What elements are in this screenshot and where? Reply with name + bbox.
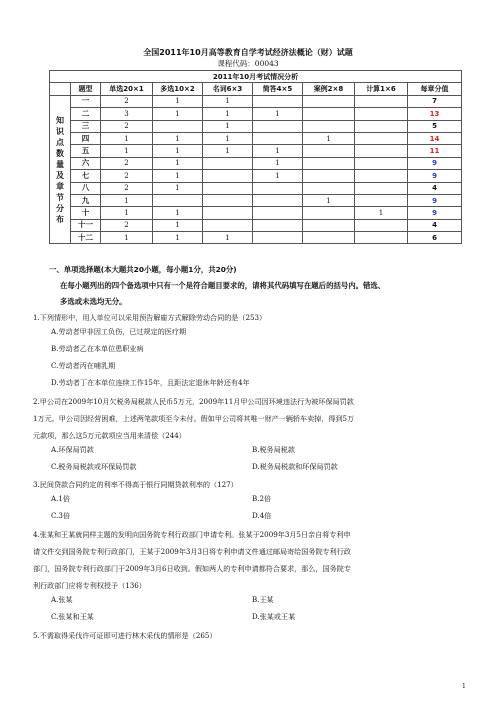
chapter-total: 4 — [408, 182, 462, 194]
section-heading: 一、单项选择题(本大题共20小题，每小题1分，共20分) — [49, 265, 237, 274]
count-cell: 1 — [153, 157, 203, 169]
count-cell — [203, 219, 253, 231]
count-cell — [303, 120, 355, 132]
count-cell: 1 — [153, 182, 203, 194]
table-row — [50, 157, 462, 169]
count-cell — [253, 95, 303, 107]
count-cell — [303, 232, 355, 244]
table-row — [50, 108, 462, 120]
count-cell: 1 — [153, 108, 203, 120]
count-cell: 1 — [101, 145, 153, 157]
count-cell — [153, 194, 203, 206]
count-cell: 2 — [101, 182, 153, 194]
count-cell: 2 — [101, 120, 153, 132]
chapter-cell: 十 — [71, 207, 101, 219]
count-cell: 1 — [355, 207, 408, 219]
q2-option-c: C.税务局税款或环保局罚款 — [51, 462, 137, 471]
chapter-total: 7 — [408, 95, 462, 107]
chapter-total: 11 — [408, 145, 462, 157]
chapter-cell: 九 — [71, 194, 101, 206]
count-cell — [253, 219, 303, 231]
count-cell: 1 — [303, 194, 355, 206]
chapter-cell: 七 — [71, 170, 101, 182]
count-cell: 1 — [153, 232, 203, 244]
count-cell — [303, 145, 355, 157]
q4-stem-line4: 利行政部门应将专利权授予（136） — [33, 581, 146, 590]
chapter-cell: 四 — [71, 132, 101, 144]
q1-option-c: C.劳动者丙在哺乳期 — [51, 361, 116, 370]
count-cell: 1 — [203, 120, 253, 132]
count-cell: 2 — [101, 170, 153, 182]
count-cell: 2 — [101, 219, 153, 231]
count-cell — [203, 157, 253, 169]
chapter-cell: 五 — [71, 145, 101, 157]
count-cell — [253, 194, 303, 206]
count-cell — [355, 132, 408, 144]
count-cell: 1 — [303, 132, 355, 144]
count-cell: 1 — [101, 132, 153, 144]
count-cell — [303, 219, 355, 231]
count-cell: 1 — [253, 145, 303, 157]
table-caption: 2011年10月考试情况分析 — [50, 71, 462, 83]
q1-stem: 1.下列情形中，用人单位可以采用预告解雇方式解除劳动合同的是（253） — [33, 313, 267, 322]
count-cell — [355, 108, 408, 120]
q1-option-a: A.劳动者甲非因工负伤，已过规定的医疗期 — [51, 327, 187, 336]
column-header: 多选10×2 — [153, 83, 203, 95]
table-row — [50, 194, 462, 206]
count-cell: 1 — [153, 170, 203, 182]
count-cell — [355, 145, 408, 157]
side-label-text: 知识点数量及章节分布 — [56, 115, 64, 224]
count-cell: 2 — [101, 157, 153, 169]
count-cell — [303, 95, 355, 107]
count-cell: 1 — [101, 207, 153, 219]
q3-option-c: C.3倍 — [51, 511, 71, 520]
chapter-cell: 十一 — [71, 219, 101, 231]
chapter-cell: 八 — [71, 182, 101, 194]
q4-option-a: A.张某 — [51, 595, 73, 604]
table-row — [50, 219, 462, 231]
column-header: 单选20×1 — [101, 83, 153, 95]
count-cell: 3 — [101, 108, 153, 120]
count-cell — [355, 95, 408, 107]
count-cell — [203, 182, 253, 194]
count-cell: 1 — [153, 145, 203, 157]
chapter-total: 4 — [408, 219, 462, 231]
count-cell: 1 — [101, 232, 153, 244]
count-cell: 1 — [253, 170, 303, 182]
table-row — [50, 232, 462, 244]
count-cell — [203, 170, 253, 182]
count-cell — [253, 132, 303, 144]
column-header: 名词6×3 — [203, 83, 253, 95]
count-cell — [303, 182, 355, 194]
q2-option-a: A.环保局罚款 — [51, 445, 94, 454]
q1-option-b: B.劳动者乙在本单位患职业病 — [51, 344, 144, 353]
table-row — [50, 120, 462, 132]
count-cell: 1 — [253, 108, 303, 120]
q4-option-c: C.张某和王某 — [51, 612, 94, 621]
column-header: 案例2×8 — [303, 83, 355, 95]
chapter-total: 9 — [408, 170, 462, 182]
q4-stem-line3: 部门，国务院专利行政部门于2009年3月6日收到。假如两人的专利申请都符合要求，那么，国务院专 — [33, 564, 351, 573]
count-cell — [355, 194, 408, 206]
q4-option-d: D.张某或王某 — [252, 612, 296, 621]
column-header: 题型 — [71, 83, 101, 95]
count-cell: 1 — [253, 157, 303, 169]
count-cell: 1 — [203, 132, 253, 144]
table-row — [50, 207, 462, 219]
q3-option-b: B.2倍 — [252, 494, 272, 503]
count-cell — [253, 182, 303, 194]
count-cell — [253, 120, 303, 132]
q5-stem: 5.不需取得采伐许可证即可进行林木采伐的情形是（265） — [33, 631, 217, 640]
table-row — [50, 132, 462, 144]
count-cell: 1 — [203, 95, 253, 107]
table-row — [50, 182, 462, 194]
course-code: 课程代码：00043 — [217, 59, 279, 68]
count-cell: 1 — [153, 207, 203, 219]
chapter-total: 9 — [408, 157, 462, 169]
count-cell: 1 — [203, 232, 253, 244]
count-cell — [203, 194, 253, 206]
q3-stem: 3.民间贷款合同约定的利率不得高于银行同期贷款利率的（127） — [33, 480, 238, 489]
q2-stem-line1: 2.甲公司在2009年10月欠税务局税款人民币5万元，2009年11月甲公司因环境违法行为被环保局罚款 — [33, 397, 354, 406]
table-row — [50, 170, 462, 182]
chapter-total: 14 — [408, 132, 462, 144]
count-cell: 1 — [101, 194, 153, 206]
count-cell — [253, 207, 303, 219]
count-cell — [355, 219, 408, 231]
chapter-total: 9 — [408, 207, 462, 219]
exam-stats-table — [49, 70, 462, 244]
count-cell: 2 — [101, 95, 153, 107]
table-row — [50, 145, 462, 157]
q1-option-d: D.劳动者丁在本单位连续工作15年，且距法定退休年龄还有4年 — [51, 378, 250, 387]
count-cell: 1 — [153, 219, 203, 231]
q3-option-a: A.1倍 — [51, 494, 70, 503]
q2-option-d: D.税务局税款和环保局罚款 — [252, 462, 338, 471]
count-cell — [355, 120, 408, 132]
chapter-total: 5 — [408, 120, 462, 132]
chapter-cell: 一 — [71, 95, 101, 107]
chapter-total: 6 — [408, 232, 462, 244]
chapter-total: 13 — [408, 108, 462, 120]
chapter-cell: 十二 — [71, 232, 101, 244]
count-cell — [253, 232, 303, 244]
chapter-total: 9 — [408, 194, 462, 206]
count-cell — [303, 170, 355, 182]
count-cell: 1 — [203, 108, 253, 120]
chapter-cell: 三 — [71, 120, 101, 132]
count-cell — [303, 108, 355, 120]
count-cell — [203, 207, 253, 219]
q2-stem-line3: 元款项，那么这5万元款项应当用来清偿（244） — [33, 431, 186, 440]
side-label — [50, 95, 71, 244]
section-instruction-2: 多选或未选均无分。 — [60, 297, 127, 306]
column-header: 每章分值 — [408, 83, 462, 95]
q3-option-d: D.4倍 — [252, 511, 272, 520]
column-header: 简答4×5 — [253, 83, 303, 95]
count-cell — [303, 157, 355, 169]
chapter-cell: 二 — [71, 108, 101, 120]
exam-title: 全国2011年10月高等教育自学考试经济法概论（财）试题 — [143, 48, 353, 57]
corner-cell — [50, 83, 71, 95]
count-cell — [303, 207, 355, 219]
count-cell — [355, 157, 408, 169]
count-cell — [355, 232, 408, 244]
column-header: 计算1×6 — [355, 83, 408, 95]
section-instruction-1: 在每小题列出的四个备选项中只有一个是符合题目要求的，请将其代码填写在题后的括号内。错选、 — [60, 281, 386, 290]
q4-option-b: B.王某 — [252, 595, 274, 604]
chapter-cell: 六 — [71, 157, 101, 169]
q2-option-b: B.税务局税款 — [252, 445, 295, 454]
count-cell: 1 — [153, 95, 203, 107]
count-cell: 1 — [203, 145, 253, 157]
q4-stem-line2: 请文件交到国务院专利行政部门，王某于2009年3月3日将专利申请文件通过邮局寄给国务院专利行政 — [33, 547, 351, 556]
table-row — [50, 95, 462, 107]
count-cell — [355, 182, 408, 194]
page-number: 1 — [462, 683, 466, 690]
count-cell — [355, 170, 408, 182]
q2-stem-line2: 1万元。甲公司因经营困难，上述两笔款项至今未付。假如甲公司将其唯一财产一辆轿车卖掉，得到5万 — [33, 414, 355, 423]
count-cell: 1 — [153, 132, 203, 144]
count-cell — [153, 120, 203, 132]
q4-stem-line1: 4.张某和王某就同样主题的发明向国务院专利行政部门申请专利。张某于2009年3月5日亲自将专利申 — [33, 530, 351, 539]
